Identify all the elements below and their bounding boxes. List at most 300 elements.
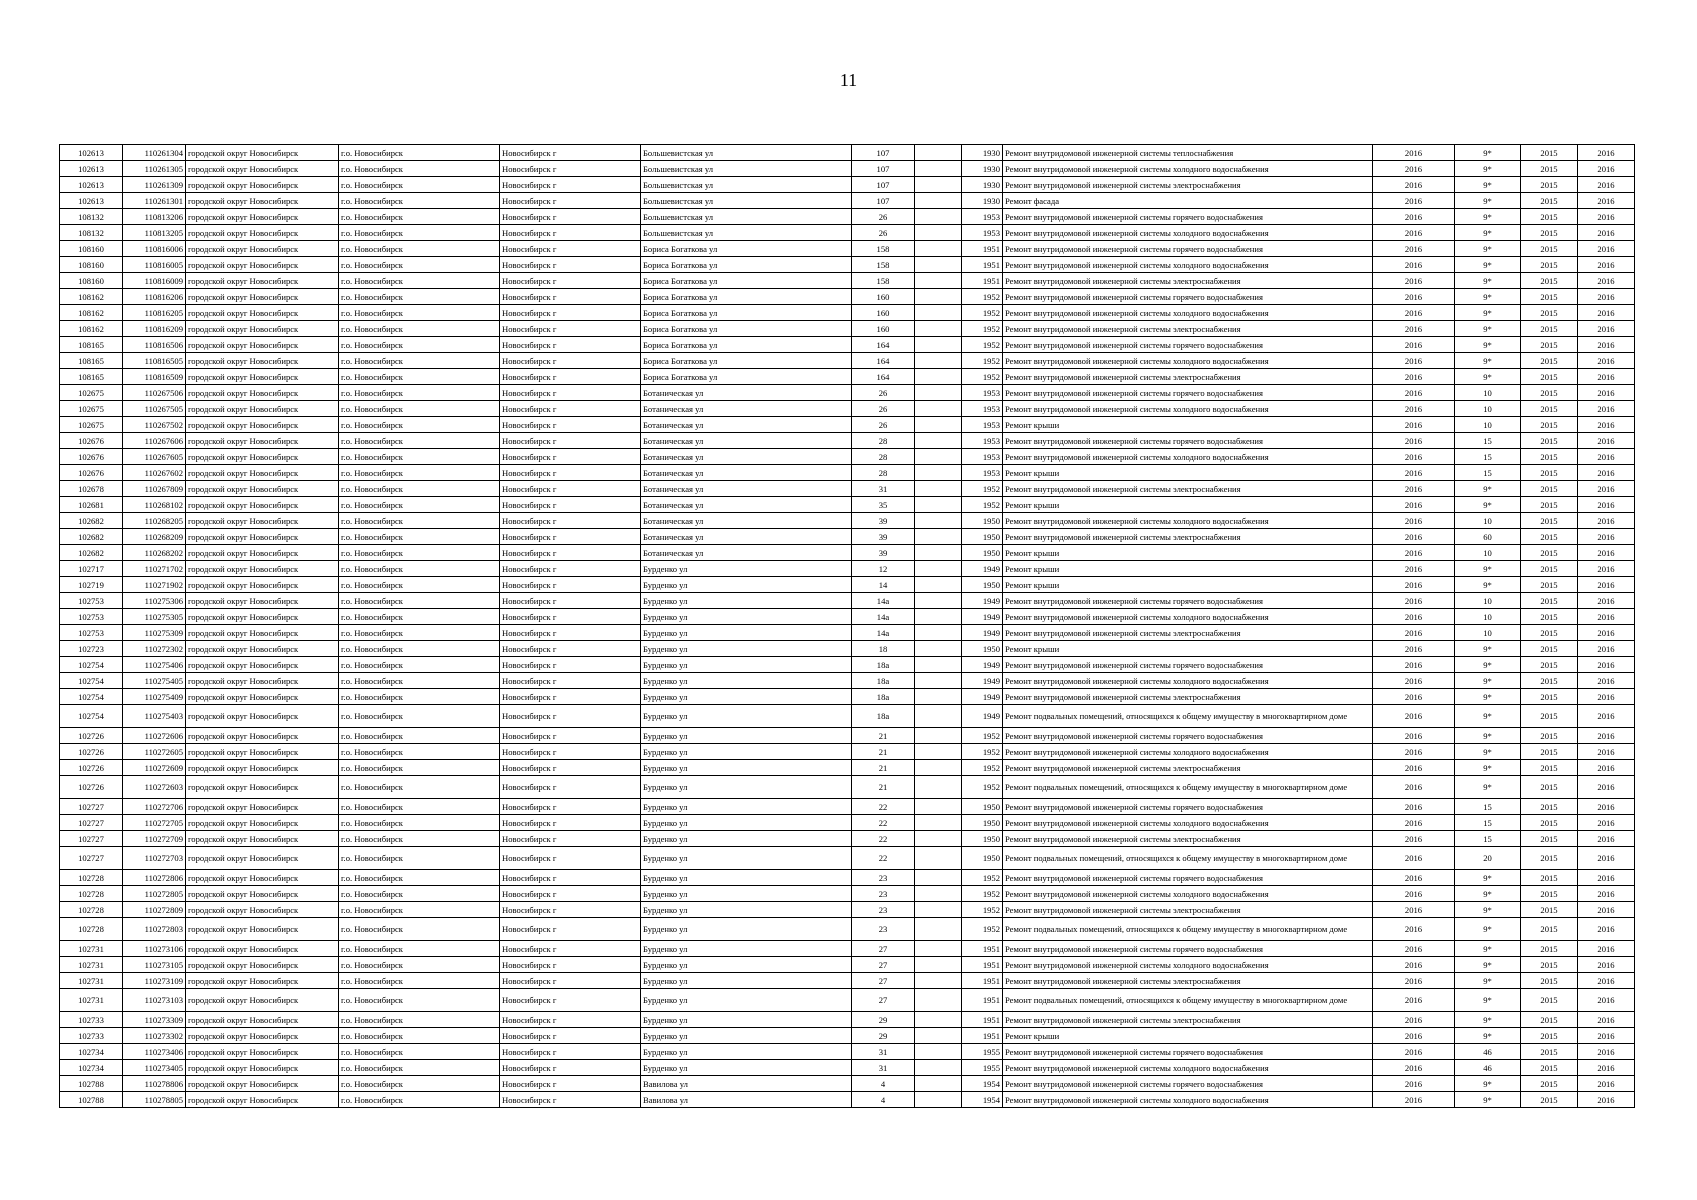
table-row <box>60 1060 1635 1076</box>
settlement-cell: Новосибирск г <box>500 529 641 545</box>
plan-year-cell: 2016 <box>1373 799 1455 815</box>
work-type-cell: Ремонт внутридомовой инженерной системы холодного водоснабжения <box>1003 449 1373 465</box>
street-cell: Бурденко ул <box>641 705 852 728</box>
municipal-district-cell: городской округ Новосибирск <box>186 465 339 481</box>
end-year-cell: 2016 <box>1578 305 1635 321</box>
term-cell: 9* <box>1455 657 1521 673</box>
plan-year-cell: 2016 <box>1373 776 1455 799</box>
work-type-cell: Ремонт внутридомовой инженерной системы холодного водоснабжения <box>1003 401 1373 417</box>
street-cell: Большевистская ул <box>641 225 852 241</box>
municipality-cell: г.о. Новосибирск <box>339 209 500 225</box>
building-number-cell <box>915 728 962 744</box>
street-cell: Бурденко ул <box>641 776 852 799</box>
plan-year-cell: 2016 <box>1373 513 1455 529</box>
work-type-cell: Ремонт крыши <box>1003 545 1373 561</box>
municipality-cell: г.о. Новосибирск <box>339 353 500 369</box>
municipality-cell: г.о. Новосибирск <box>339 744 500 760</box>
building-number-cell <box>915 449 962 465</box>
street-cell: Большевистская ул <box>641 209 852 225</box>
building-number-cell <box>915 257 962 273</box>
street-cell: Бурденко ул <box>641 799 852 815</box>
house-number-cell: 26 <box>852 417 915 433</box>
building-number-cell <box>915 1076 962 1092</box>
municipality-cell: г.о. Новосибирск <box>339 1076 500 1092</box>
table-row <box>60 957 1635 973</box>
building-number-cell <box>915 273 962 289</box>
street-cell: Бурденко ул <box>641 957 852 973</box>
house-id-cell: 102728 <box>60 870 123 886</box>
year-built-cell: 1952 <box>962 337 1003 353</box>
settlement-cell: Новосибирск г <box>500 401 641 417</box>
start-year-cell: 2015 <box>1521 799 1578 815</box>
municipality-cell: г.о. Новосибирск <box>339 529 500 545</box>
year-built-cell: 1950 <box>962 847 1003 870</box>
start-year-cell: 2015 <box>1521 1092 1578 1108</box>
plan-year-cell: 2016 <box>1373 337 1455 353</box>
work-id-cell: 110267506 <box>123 385 186 401</box>
house-number-cell: 39 <box>852 513 915 529</box>
term-cell: 9* <box>1455 241 1521 257</box>
start-year-cell: 2015 <box>1521 776 1578 799</box>
plan-year-cell: 2016 <box>1373 241 1455 257</box>
year-built-cell: 1953 <box>962 433 1003 449</box>
municipal-district-cell: городской округ Новосибирск <box>186 902 339 918</box>
start-year-cell: 2015 <box>1521 831 1578 847</box>
municipality-cell: г.о. Новосибирск <box>339 241 500 257</box>
table-row <box>60 799 1635 815</box>
settlement-cell: Новосибирск г <box>500 1092 641 1108</box>
street-cell: Ботаническая ул <box>641 385 852 401</box>
house-id-cell: 108165 <box>60 369 123 385</box>
building-number-cell <box>915 433 962 449</box>
municipality-cell: г.о. Новосибирск <box>339 1044 500 1060</box>
work-id-cell: 110268202 <box>123 545 186 561</box>
table-row <box>60 1092 1635 1108</box>
work-type-cell: Ремонт внутридомовой инженерной системы горячего водоснабжения <box>1003 241 1373 257</box>
work-id-cell: 110816009 <box>123 273 186 289</box>
street-cell: Ботаническая ул <box>641 449 852 465</box>
work-type-cell: Ремонт внутридомовой инженерной системы холодного водоснабжения <box>1003 1092 1373 1108</box>
municipality-cell: г.о. Новосибирск <box>339 609 500 625</box>
building-number-cell <box>915 1092 962 1108</box>
settlement-cell: Новосибирск г <box>500 1044 641 1060</box>
street-cell: Бориса Богаткова ул <box>641 369 852 385</box>
settlement-cell: Новосибирск г <box>500 161 641 177</box>
term-cell: 9* <box>1455 941 1521 957</box>
building-number-cell <box>915 957 962 973</box>
term-cell: 9* <box>1455 760 1521 776</box>
term-cell: 9* <box>1455 705 1521 728</box>
end-year-cell: 2016 <box>1578 353 1635 369</box>
term-cell: 46 <box>1455 1044 1521 1060</box>
plan-year-cell: 2016 <box>1373 1028 1455 1044</box>
end-year-cell: 2016 <box>1578 689 1635 705</box>
work-type-cell: Ремонт подвальных помещений, относящихся к общему имуществу в многоквартирном доме <box>1003 847 1373 870</box>
work-id-cell: 110275305 <box>123 609 186 625</box>
building-number-cell <box>915 902 962 918</box>
table-row <box>60 870 1635 886</box>
house-id-cell: 108160 <box>60 241 123 257</box>
term-cell: 15 <box>1455 831 1521 847</box>
municipal-district-cell: городской округ Новосибирск <box>186 177 339 193</box>
plan-year-cell: 2016 <box>1373 497 1455 513</box>
house-number-cell: 18а <box>852 689 915 705</box>
term-cell: 10 <box>1455 513 1521 529</box>
year-built-cell: 1953 <box>962 401 1003 417</box>
house-number-cell: 18а <box>852 657 915 673</box>
house-id-cell: 102754 <box>60 705 123 728</box>
house-id-cell: 102719 <box>60 577 123 593</box>
municipality-cell: г.о. Новосибирск <box>339 385 500 401</box>
municipality-cell: г.о. Новосибирск <box>339 705 500 728</box>
street-cell: Ботаническая ул <box>641 465 852 481</box>
settlement-cell: Новосибирск г <box>500 417 641 433</box>
house-id-cell: 102678 <box>60 481 123 497</box>
start-year-cell: 2015 <box>1521 1076 1578 1092</box>
house-id-cell: 102733 <box>60 1028 123 1044</box>
capital-repair-table <box>59 144 1635 1108</box>
municipal-district-cell: городской округ Новосибирск <box>186 799 339 815</box>
house-number-cell: 18а <box>852 673 915 689</box>
term-cell: 9* <box>1455 1092 1521 1108</box>
work-type-cell: Ремонт внутридомовой инженерной системы холодного водоснабжения <box>1003 161 1373 177</box>
settlement-cell: Новосибирск г <box>500 321 641 337</box>
settlement-cell: Новосибирск г <box>500 1012 641 1028</box>
table-row <box>60 337 1635 353</box>
start-year-cell: 2015 <box>1521 641 1578 657</box>
plan-year-cell: 2016 <box>1373 385 1455 401</box>
table-row <box>60 625 1635 641</box>
start-year-cell: 2015 <box>1521 918 1578 941</box>
house-id-cell: 102728 <box>60 918 123 941</box>
municipality-cell: г.о. Новосибирск <box>339 657 500 673</box>
house-number-cell: 28 <box>852 449 915 465</box>
building-number-cell <box>915 941 962 957</box>
year-built-cell: 1952 <box>962 497 1003 513</box>
house-number-cell: 107 <box>852 193 915 209</box>
house-id-cell: 102754 <box>60 689 123 705</box>
settlement-cell: Новосибирск г <box>500 744 641 760</box>
house-id-cell: 102675 <box>60 417 123 433</box>
work-type-cell: Ремонт крыши <box>1003 497 1373 513</box>
year-built-cell: 1951 <box>962 257 1003 273</box>
municipality-cell: г.о. Новосибирск <box>339 673 500 689</box>
table-row <box>60 545 1635 561</box>
work-id-cell: 110813205 <box>123 225 186 241</box>
plan-year-cell: 2016 <box>1373 1044 1455 1060</box>
building-number-cell <box>915 305 962 321</box>
work-id-cell: 110816506 <box>123 337 186 353</box>
house-number-cell: 23 <box>852 918 915 941</box>
term-cell: 9* <box>1455 225 1521 241</box>
house-number-cell: 31 <box>852 1044 915 1060</box>
table-row <box>60 369 1635 385</box>
table-row <box>60 273 1635 289</box>
table-row <box>60 1076 1635 1092</box>
table-row <box>60 989 1635 1012</box>
term-cell: 9* <box>1455 689 1521 705</box>
plan-year-cell: 2016 <box>1373 1012 1455 1028</box>
building-number-cell <box>915 545 962 561</box>
work-type-cell: Ремонт внутридомовой инженерной системы холодного водоснабжения <box>1003 744 1373 760</box>
plan-year-cell: 2016 <box>1373 465 1455 481</box>
table-row <box>60 417 1635 433</box>
building-number-cell <box>915 337 962 353</box>
work-id-cell: 110272605 <box>123 744 186 760</box>
street-cell: Бориса Богаткова ул <box>641 289 852 305</box>
street-cell: Бурденко ул <box>641 1044 852 1060</box>
work-id-cell: 110816509 <box>123 369 186 385</box>
work-type-cell: Ремонт внутридомовой инженерной системы горячего водоснабжения <box>1003 1044 1373 1060</box>
plan-year-cell: 2016 <box>1373 941 1455 957</box>
term-cell: 10 <box>1455 401 1521 417</box>
building-number-cell <box>915 847 962 870</box>
plan-year-cell: 2016 <box>1373 760 1455 776</box>
plan-year-cell: 2016 <box>1373 989 1455 1012</box>
start-year-cell: 2015 <box>1521 744 1578 760</box>
municipality-cell: г.о. Новосибирск <box>339 177 500 193</box>
municipality-cell: г.о. Новосибирск <box>339 145 500 161</box>
house-id-cell: 102731 <box>60 973 123 989</box>
table-row <box>60 433 1635 449</box>
plan-year-cell: 2016 <box>1373 305 1455 321</box>
table-row <box>60 760 1635 776</box>
house-number-cell: 22 <box>852 847 915 870</box>
work-id-cell: 110261304 <box>123 145 186 161</box>
start-year-cell: 2015 <box>1521 337 1578 353</box>
table-row <box>60 941 1635 957</box>
house-number-cell: 14а <box>852 609 915 625</box>
work-type-cell: Ремонт крыши <box>1003 465 1373 481</box>
start-year-cell: 2015 <box>1521 1012 1578 1028</box>
work-id-cell: 110278806 <box>123 1076 186 1092</box>
municipality-cell: г.о. Новосибирск <box>339 417 500 433</box>
table-row <box>60 353 1635 369</box>
end-year-cell: 2016 <box>1578 776 1635 799</box>
term-cell: 10 <box>1455 593 1521 609</box>
term-cell: 9* <box>1455 870 1521 886</box>
work-id-cell: 110272609 <box>123 760 186 776</box>
start-year-cell: 2015 <box>1521 705 1578 728</box>
settlement-cell: Новосибирск г <box>500 728 641 744</box>
year-built-cell: 1950 <box>962 545 1003 561</box>
building-number-cell <box>915 385 962 401</box>
end-year-cell: 2016 <box>1578 799 1635 815</box>
plan-year-cell: 2016 <box>1373 353 1455 369</box>
settlement-cell: Новосибирск г <box>500 561 641 577</box>
municipality-cell: г.о. Новосибирск <box>339 625 500 641</box>
table-row <box>60 776 1635 799</box>
table-row <box>60 241 1635 257</box>
municipal-district-cell: городской округ Новосибирск <box>186 657 339 673</box>
plan-year-cell: 2016 <box>1373 225 1455 241</box>
term-cell: 9* <box>1455 902 1521 918</box>
street-cell: Ботаническая ул <box>641 481 852 497</box>
municipality-cell: г.о. Новосибирск <box>339 545 500 561</box>
plan-year-cell: 2016 <box>1373 1076 1455 1092</box>
municipality-cell: г.о. Новосибирск <box>339 957 500 973</box>
work-id-cell: 110267606 <box>123 433 186 449</box>
street-cell: Бурденко ул <box>641 989 852 1012</box>
building-number-cell <box>915 705 962 728</box>
municipality-cell: г.о. Новосибирск <box>339 465 500 481</box>
term-cell: 15 <box>1455 449 1521 465</box>
municipal-district-cell: городской округ Новосибирск <box>186 401 339 417</box>
settlement-cell: Новосибирск г <box>500 449 641 465</box>
municipality-cell: г.о. Новосибирск <box>339 918 500 941</box>
building-number-cell <box>915 657 962 673</box>
municipal-district-cell: городской округ Новосибирск <box>186 513 339 529</box>
table-row <box>60 918 1635 941</box>
end-year-cell: 2016 <box>1578 177 1635 193</box>
settlement-cell: Новосибирск г <box>500 273 641 289</box>
term-cell: 9* <box>1455 886 1521 902</box>
municipality-cell: г.о. Новосибирск <box>339 433 500 449</box>
start-year-cell: 2015 <box>1521 673 1578 689</box>
end-year-cell: 2016 <box>1578 1012 1635 1028</box>
municipal-district-cell: городской округ Новосибирск <box>186 433 339 449</box>
municipal-district-cell: городской округ Новосибирск <box>186 689 339 705</box>
table-row <box>60 815 1635 831</box>
house-number-cell: 160 <box>852 321 915 337</box>
work-id-cell: 110272806 <box>123 870 186 886</box>
year-built-cell: 1952 <box>962 902 1003 918</box>
house-number-cell: 21 <box>852 776 915 799</box>
settlement-cell: Новосибирск г <box>500 831 641 847</box>
plan-year-cell: 2016 <box>1373 1092 1455 1108</box>
municipal-district-cell: городской округ Новосибирск <box>186 257 339 273</box>
municipal-district-cell: городской округ Новосибирск <box>186 385 339 401</box>
street-cell: Бурденко ул <box>641 847 852 870</box>
start-year-cell: 2015 <box>1521 886 1578 902</box>
building-number-cell <box>915 815 962 831</box>
street-cell: Ботаническая ул <box>641 529 852 545</box>
end-year-cell: 2016 <box>1578 401 1635 417</box>
year-built-cell: 1952 <box>962 305 1003 321</box>
municipal-district-cell: городской округ Новосибирск <box>186 1012 339 1028</box>
house-number-cell: 14 <box>852 577 915 593</box>
year-built-cell: 1950 <box>962 641 1003 657</box>
house-number-cell: 29 <box>852 1012 915 1028</box>
work-id-cell: 110275405 <box>123 673 186 689</box>
work-type-cell: Ремонт крыши <box>1003 1028 1373 1044</box>
house-number-cell: 12 <box>852 561 915 577</box>
work-type-cell: Ремонт подвальных помещений, относящихся к общему имуществу в многоквартирном доме <box>1003 776 1373 799</box>
house-number-cell: 14а <box>852 593 915 609</box>
table-row <box>60 973 1635 989</box>
municipality-cell: г.о. Новосибирск <box>339 728 500 744</box>
house-id-cell: 102733 <box>60 1012 123 1028</box>
municipal-district-cell: городской округ Новосибирск <box>186 417 339 433</box>
year-built-cell: 1950 <box>962 815 1003 831</box>
house-number-cell: 22 <box>852 799 915 815</box>
work-id-cell: 110273302 <box>123 1028 186 1044</box>
building-number-cell <box>915 609 962 625</box>
street-cell: Большевистская ул <box>641 161 852 177</box>
house-number-cell: 28 <box>852 433 915 449</box>
settlement-cell: Новосибирск г <box>500 593 641 609</box>
work-type-cell: Ремонт внутридомовой инженерной системы горячего водоснабжения <box>1003 289 1373 305</box>
municipal-district-cell: городской округ Новосибирск <box>186 641 339 657</box>
house-id-cell: 102728 <box>60 902 123 918</box>
end-year-cell: 2016 <box>1578 449 1635 465</box>
start-year-cell: 2015 <box>1521 177 1578 193</box>
term-cell: 10 <box>1455 545 1521 561</box>
year-built-cell: 1952 <box>962 760 1003 776</box>
work-type-cell: Ремонт внутридомовой инженерной системы горячего водоснабжения <box>1003 433 1373 449</box>
year-built-cell: 1949 <box>962 689 1003 705</box>
start-year-cell: 2015 <box>1521 289 1578 305</box>
year-built-cell: 1950 <box>962 577 1003 593</box>
house-id-cell: 102734 <box>60 1060 123 1076</box>
plan-year-cell: 2016 <box>1373 641 1455 657</box>
work-type-cell: Ремонт внутридомовой инженерной системы электроснабжения <box>1003 973 1373 989</box>
settlement-cell: Новосибирск г <box>500 289 641 305</box>
work-id-cell: 110275406 <box>123 657 186 673</box>
year-built-cell: 1953 <box>962 209 1003 225</box>
start-year-cell: 2015 <box>1521 353 1578 369</box>
work-id-cell: 110272703 <box>123 847 186 870</box>
street-cell: Ботаническая ул <box>641 417 852 433</box>
municipality-cell: г.о. Новосибирск <box>339 1012 500 1028</box>
term-cell: 9* <box>1455 321 1521 337</box>
municipal-district-cell: городской округ Новосибирск <box>186 529 339 545</box>
year-built-cell: 1954 <box>962 1092 1003 1108</box>
municipality-cell: г.о. Новосибирск <box>339 273 500 289</box>
plan-year-cell: 2016 <box>1373 886 1455 902</box>
start-year-cell: 2015 <box>1521 625 1578 641</box>
house-number-cell: 31 <box>852 1060 915 1076</box>
municipal-district-cell: городской округ Новосибирск <box>186 705 339 728</box>
table-row <box>60 321 1635 337</box>
work-type-cell: Ремонт внутридомовой инженерной системы горячего водоснабжения <box>1003 728 1373 744</box>
municipal-district-cell: городской округ Новосибирск <box>186 847 339 870</box>
house-id-cell: 102753 <box>60 625 123 641</box>
building-number-cell <box>915 529 962 545</box>
work-id-cell: 110261309 <box>123 177 186 193</box>
municipal-district-cell: городской округ Новосибирск <box>186 870 339 886</box>
term-cell: 10 <box>1455 609 1521 625</box>
work-type-cell: Ремонт внутридомовой инженерной системы горячего водоснабжения <box>1003 941 1373 957</box>
street-cell: Бурденко ул <box>641 689 852 705</box>
building-number-cell <box>915 369 962 385</box>
work-type-cell: Ремонт внутридомовой инженерной системы холодного водоснабжения <box>1003 513 1373 529</box>
street-cell: Бурденко ул <box>641 902 852 918</box>
settlement-cell: Новосибирск г <box>500 465 641 481</box>
house-id-cell: 102726 <box>60 776 123 799</box>
street-cell: Бурденко ул <box>641 673 852 689</box>
municipal-district-cell: городской округ Новосибирск <box>186 561 339 577</box>
term-cell: 9* <box>1455 973 1521 989</box>
start-year-cell: 2015 <box>1521 481 1578 497</box>
work-id-cell: 110275309 <box>123 625 186 641</box>
work-type-cell: Ремонт внутридомовой инженерной системы электроснабжения <box>1003 902 1373 918</box>
start-year-cell: 2015 <box>1521 433 1578 449</box>
year-built-cell: 1951 <box>962 957 1003 973</box>
term-cell: 9* <box>1455 1028 1521 1044</box>
year-built-cell: 1951 <box>962 941 1003 957</box>
municipality-cell: г.о. Новосибирск <box>339 337 500 353</box>
end-year-cell: 2016 <box>1578 847 1635 870</box>
year-built-cell: 1952 <box>962 481 1003 497</box>
house-id-cell: 102682 <box>60 545 123 561</box>
house-id-cell: 102675 <box>60 401 123 417</box>
start-year-cell: 2015 <box>1521 225 1578 241</box>
house-id-cell: 102753 <box>60 593 123 609</box>
work-type-cell: Ремонт внутридомовой инженерной системы электроснабжения <box>1003 1012 1373 1028</box>
year-built-cell: 1951 <box>962 973 1003 989</box>
settlement-cell: Новосибирск г <box>500 369 641 385</box>
